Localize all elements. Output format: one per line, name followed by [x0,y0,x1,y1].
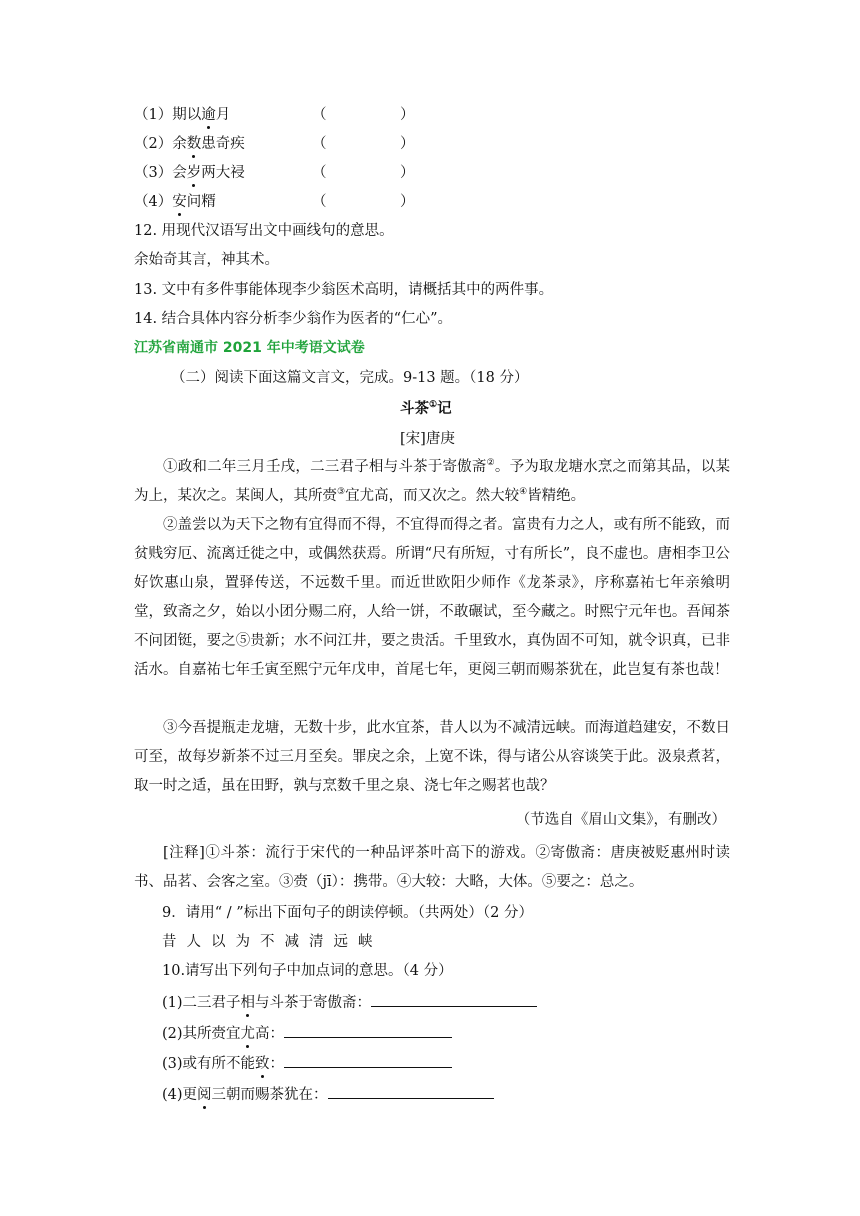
answer-paren-close: ） [400,136,415,152]
essay-title: 斗茶①记 [400,400,452,417]
q11-item-1: （1）期以逾月 [134,107,231,123]
answer-blank[interactable] [328,1082,494,1099]
q10-item-3: (3)或有所不能致： [162,1051,452,1074]
question-12: 12. 用现代汉语写出文中画线句的意思。 [134,223,394,239]
answer-blank[interactable] [284,1051,452,1068]
answer-paren-close: ） [400,107,415,123]
annotations: [注释]①斗茶：流行于宋代的一种品评茶叶高下的游戏。②寄傲斋：唐庚被贬惠州时读书、品茗、会客之室。③赍（jī）：携带。④大较：大略，大体。⑤要之：总之。 [134,845,730,890]
answer-paren-open: （ [312,107,327,123]
question-9: 9．请用“ / ”标出下面句子的朗读停顿。（共两处）（2 分） [162,905,533,921]
answer-paren-open: （ [312,136,327,152]
answer-paren-open: （ [312,165,327,181]
dotted-char: 尤 [240,1026,256,1042]
section-intro: （二）阅读下面这篇文言文，完成。9-13 题。（18 分） [171,370,529,386]
answer-blank[interactable] [371,990,537,1007]
answer-paren-close: ） [400,194,415,210]
question-14: 14. 结合具体内容分析李少翁作为医者的“仁心”。 [134,311,452,327]
dotted-char: 相 [240,995,256,1011]
essay-paragraph-3: ③今吾提瓶走龙塘，无数十步，此水宜茶，昔人以为不减清远峡。而海道趋建安，不数日可至，故每岁新茶不过三月至矣。罪戾之余，上宽不诛，得与诸公从容谈笑于此。汲泉煮茗，取一时之适，虽在田野，孰与烹数千里之泉、浇七年之赐茗也哉？ [134,720,730,794]
q11-item-3: （3）会岁两大祲 [134,165,245,181]
question-13: 13. 文中有多件事能体现李少翁医术高明，请概括其中的两件事。 [134,282,554,298]
question-12-sentence: 余始奇其言，神其术。 [134,252,279,268]
dotted-char: 安 [172,194,187,210]
q10-item-4: (4)更阅三朝而赐茶犹在： [162,1082,494,1105]
q11-item-2: （2）余数患奇疾 [134,136,245,152]
answer-paren-close: ） [400,165,415,181]
question-9-sentence: 昔人以为不减清远峡 [162,934,383,950]
essay-paragraph-1: ①政和二年三月壬戌，二三君子相与斗茶于寄傲斋②。予为取龙塘水烹之而第其品，以某为上，某次之。某闽人，其所赍③宜尤高，而又次之。然大较④皆精绝。 [134,458,731,504]
dotted-char: 数 [186,136,202,152]
dotted-char: 逾 [201,107,216,123]
question-10: 10.请写出下列句子中加点词的意思。（4 分） [162,963,453,979]
q11-item-4: （4）安问糈 [134,194,216,210]
source-note: （节选自《眉山文集》，有删改） [515,812,726,828]
essay-author: [宋]唐庚 [400,431,455,447]
q10-item-1: (1)二三君子相与斗茶于寄傲斋： [162,990,537,1013]
answer-paren-open: （ [312,194,327,210]
q10-item-2: (2)其所赍宜尤高： [162,1021,452,1044]
dotted-char: 岁 [186,165,202,181]
dotted-char: 致 [255,1056,270,1072]
answer-blank[interactable] [284,1021,452,1038]
dotted-char: 阅 [197,1087,212,1103]
essay-paragraph-2: ②盖尝以为天下之物有宜得而不得，不宜得而得之者。富贵有力之人，或有所不能致，而贫贱穷厄、流离迁徙之中，或偶然获焉。所谓“尺有所短，寸有所长”，良不虚也。唐相李卫公好饮惠山泉，置驿传送，不远数千里。而近世欧阳少师作《龙茶录》，序称嘉祐七年亲飨明堂，致斋之夕，始以小团分赐二府，人给一饼，不敢碾试，至今藏之。时熙宁元年也。吾闻茶不问团铤，要之⑤贵新；水不问江井，要之贵活。千里致水，真伪固不可知，就令识真，已非活水。自嘉祐七年壬寅至熙宁元年戊申，首尾七年，更阅三朝而赐茶犹在，此岂复有茶也哉！ [134,517,730,678]
source-heading: 江苏省南通市 2021 年中考语文试卷 [134,340,365,356]
